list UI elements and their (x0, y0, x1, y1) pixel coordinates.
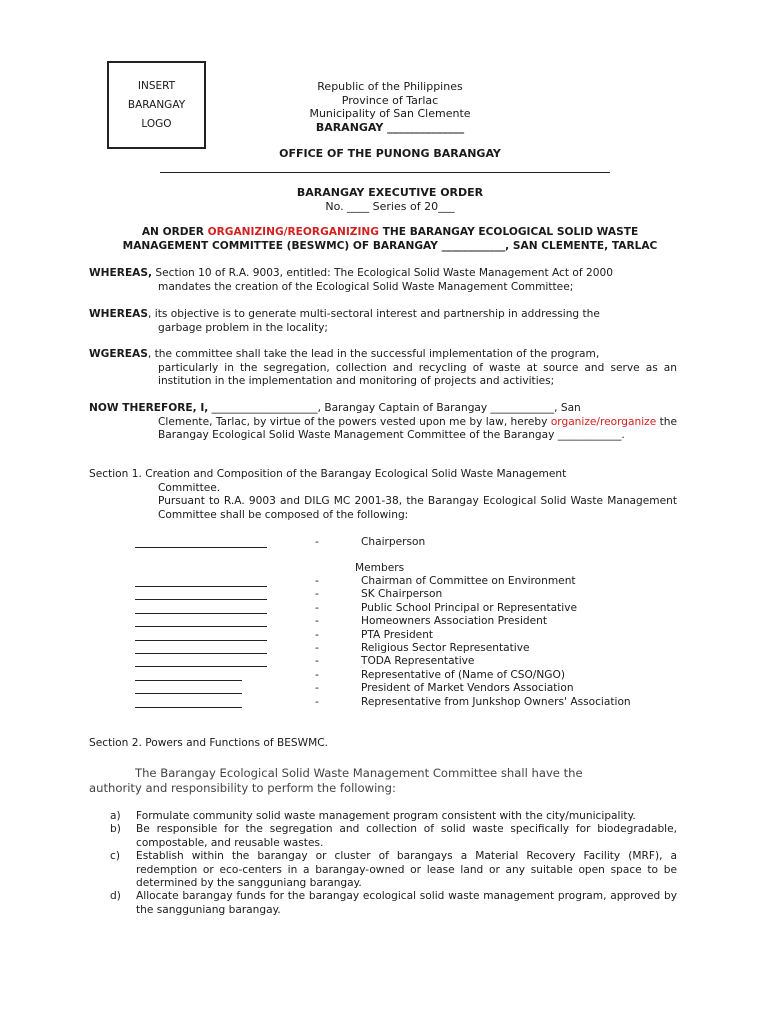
list-item: - TODA Representative (0, 655, 768, 668)
header-block (240, 80, 540, 134)
header-divider (160, 172, 610, 173)
order-heading: BARANGAY EXECUTIVE ORDER (296, 186, 484, 199)
list-item: a) Formulate community solid waste management program consistent with the city/municipality. (110, 810, 636, 822)
whereas-2: WHEREAS, its objective is to generate multi-sectoral interest and partnership in addressing the garbage problem in the locality; (89, 308, 600, 334)
list-item: - Chairman of Committee on Environment (0, 575, 768, 588)
list-item: b) Be responsible for the segregation and collection of solid waste specifically for biodegradable, compostable, and reusable wastes. (110, 823, 677, 849)
list-item: - Representative from Junkshop Owners' Association (0, 696, 768, 709)
logo-text-2: BARANGAY (127, 98, 186, 111)
list-item: - President of Market Vendors Association (0, 682, 768, 695)
section-2-intro: The Barangay Ecological Solid Waste Management Committee shall have the authority and responsibility to perform the following: (89, 766, 583, 795)
section-2-heading: Section 2. Powers and Functions of BESWMC. (89, 737, 329, 749)
list-item: - SK Chairperson (0, 588, 768, 601)
now-therefore-highlight: organize/reorganize (550, 415, 657, 428)
header-barangay: BARANGAY ______________ (315, 120, 465, 134)
whereas-1: WHEREAS, Section 10 of R.A. 9003, entitled: The Ecological Solid Waste Management Act of 2000 mandates the creation of the Ecological Solid Waste Management Committee; (89, 267, 613, 293)
now-therefore: NOW THEREFORE, I, ____________________, Barangay Captain of Barangay ____________, San Clemente, Tarlac, by virtue of the powers vested upon me by law, hereby organize/reorganize the Barangay Ecological Solid Waste Management Committee of the Barangay ____________. (89, 402, 677, 441)
functions-list (110, 810, 677, 917)
header-republic: Republic of the Philippines (317, 80, 463, 93)
office-title: OFFICE OF THE PUNONG BARANGAY (279, 147, 501, 160)
header-municipality: Municipality of San Clemente (309, 107, 471, 120)
header-province: Province of Tarlac (341, 93, 439, 107)
order-title-line2: MANAGEMENT COMMITTEE (BESWMC) OF BARANGAY ____________, SAN CLEMENTE, TARLAC (122, 240, 658, 252)
chairperson-row: - Chairperson (0, 536, 768, 549)
members-label: Members (355, 562, 405, 574)
members-list (0, 575, 768, 709)
order-title-highlight: ORGANIZING/REORGANIZING (207, 226, 379, 238)
section-1: Section 1. Creation and Composition of the Barangay Ecological Solid Waste Management Committee. Pursuant to R.A. 9003 and DILG MC 2001-38, the Barangay Ecological Solid Waste Management Committee shall be composed of the following: (89, 468, 677, 521)
whereas-3: WGEREAS, the committee shall take the lead in the successful implementation of the program, particularly in the segregation, collection and recycling of waste at source and serve as an institution in the implementation and monitoring of projects and activities; (89, 348, 677, 387)
list-item: d) Allocate barangay funds for the barangay ecological solid waste management program, approved by the sangguniang barangay. (110, 890, 677, 916)
list-item: - Homeowners Association President (0, 615, 768, 628)
list-item: - Representative of (Name of CSO/NGO) (0, 669, 768, 682)
logo-text-3: LOGO (141, 117, 172, 130)
list-item: - Public School Principal or Representative (0, 602, 768, 615)
order-number: No. ____ Series of 20___ (325, 200, 455, 213)
list-item: c) Establish within the barangay or cluster of barangays a Material Recovery Facility (MRF), a redemption or eco-centers in a barangay-owned or lease land or any suitable open space to be determined by the sangguniang barangay. (110, 850, 677, 890)
list-item: - Religious Sector Representative (0, 642, 768, 655)
chairperson-role: Chairperson (361, 536, 426, 548)
list-item: - PTA President (0, 629, 768, 642)
logo-text-1: INSERT (137, 79, 176, 92)
chairperson-blank (135, 536, 267, 548)
logo-placeholder (107, 61, 206, 149)
order-title: AN ORDER ORGANIZING/REORGANIZING THE BARANGAY ECOLOGICAL SOLID WASTE MANAGEMENT COMMITTEE (BESWMC) OF BARANGAY ____________, SAN CLEMENTE, TARLAC (100, 225, 680, 253)
